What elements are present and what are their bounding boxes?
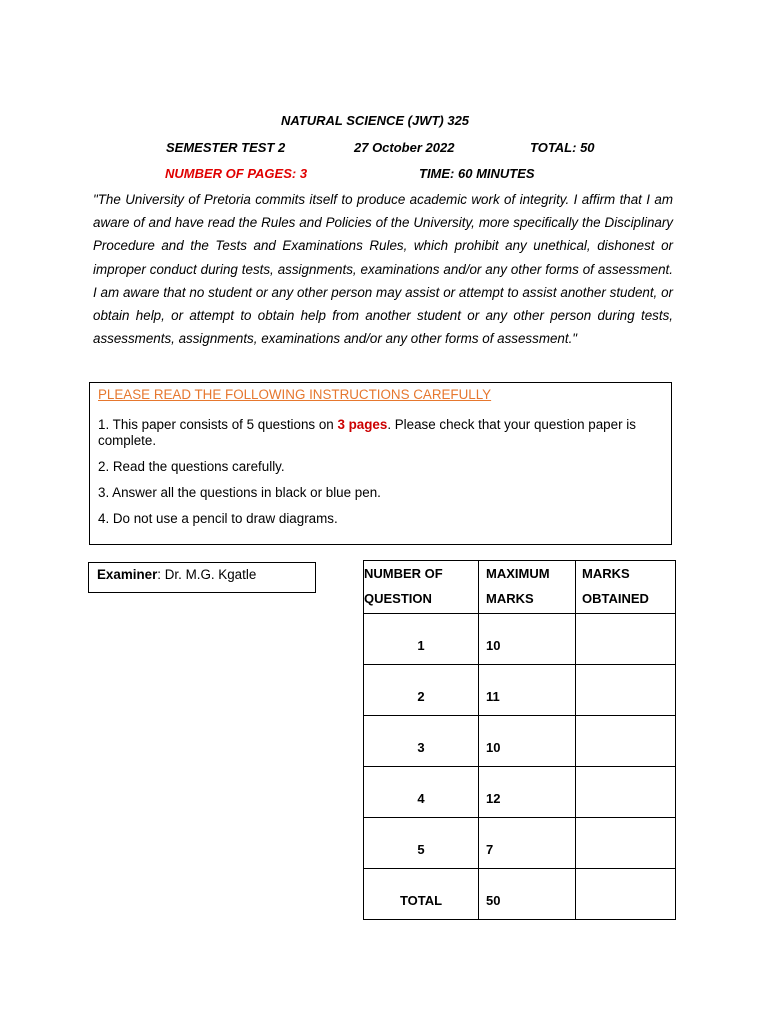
instructions-list — [98, 417, 664, 537]
total-obtained-cell — [576, 869, 676, 920]
header-question — [364, 561, 479, 614]
table-row — [364, 767, 676, 818]
obtained-cell — [576, 818, 676, 869]
instruction-item: 2. Read the questions carefully. — [98, 459, 285, 474]
max-marks-cell: 11 — [479, 665, 576, 716]
question-cell: 5 — [364, 818, 479, 869]
question-cell: 4 — [364, 767, 479, 818]
marks-table — [363, 560, 676, 920]
obtained-cell — [576, 614, 676, 665]
header-line: OBTAINED — [582, 591, 649, 606]
obtained-cell — [576, 716, 676, 767]
total-marks: TOTAL: 50 — [530, 140, 595, 155]
test-time: TIME: 60 MINUTES — [419, 166, 535, 181]
instructions-box — [89, 382, 672, 545]
max-marks-cell: 10 — [479, 614, 576, 665]
question-cell: 3 — [364, 716, 479, 767]
pages-highlight: 3 pages — [337, 417, 388, 432]
integrity-declaration: "The University of Pretoria commits itself to produce academic work of integrity. I affirm that I am aware of and have read the Rules and Policies of the University, more specifically the Disciplinary Procedure and the Tests and Examinations Rules, which prohibit any unethical, dishonest or improper conduct during tests, assignments, examinations and/or any other forms of assessment. I am aware that no student or any other person may assist or attempt to assist another student, or obtain help, or attempt to obtain help from another student or any other person during tests, assessments, assignments, examinations and/or any other forms of assessment." — [93, 192, 673, 347]
instructions-heading: PLEASE READ THE FOLLOWING INSTRUCTIONS CAREFULLY — [98, 387, 492, 402]
obtained-cell — [576, 767, 676, 818]
table-row — [364, 665, 676, 716]
instruction-text: . Please check that your question paper is complete. — [98, 417, 636, 448]
header-line: QUESTION — [364, 591, 432, 606]
header-line: MARKS — [486, 591, 534, 606]
header-line: MARKS — [582, 566, 630, 581]
examiner-name: : Dr. M.G. Kgatle — [157, 567, 257, 582]
total-label-cell: TOTAL — [364, 869, 479, 920]
instruction-item — [98, 417, 664, 449]
question-cell: 2 — [364, 665, 479, 716]
examiner-box — [88, 562, 316, 593]
table-row — [364, 614, 676, 665]
table-header-row — [364, 561, 676, 614]
header-max-marks — [479, 561, 576, 614]
header-line: NUMBER OF — [364, 566, 443, 581]
max-marks-cell: 7 — [479, 818, 576, 869]
table-row — [364, 716, 676, 767]
total-max-cell: 50 — [479, 869, 576, 920]
instruction-item: 3. Answer all the questions in black or blue pen. — [98, 485, 381, 500]
obtained-cell — [576, 665, 676, 716]
number-of-pages: NUMBER OF PAGES: 3 — [165, 166, 308, 181]
header-line: MAXIMUM — [486, 566, 550, 581]
max-marks-cell: 12 — [479, 767, 576, 818]
instruction-item: 4. Do not use a pencil to draw diagrams. — [98, 511, 338, 526]
course-title: NATURAL SCIENCE (JWT) 325 — [281, 113, 470, 128]
test-date: 27 October 2022 — [354, 140, 455, 155]
examiner-label: Examiner — [97, 567, 158, 582]
table-row — [364, 818, 676, 869]
table-total-row — [364, 869, 676, 920]
instruction-text: 1. This paper consists of 5 questions on — [98, 417, 338, 432]
test-name: SEMESTER TEST 2 — [166, 140, 286, 155]
question-cell: 1 — [364, 614, 479, 665]
max-marks-cell: 10 — [479, 716, 576, 767]
header-marks-obtained — [576, 561, 676, 614]
